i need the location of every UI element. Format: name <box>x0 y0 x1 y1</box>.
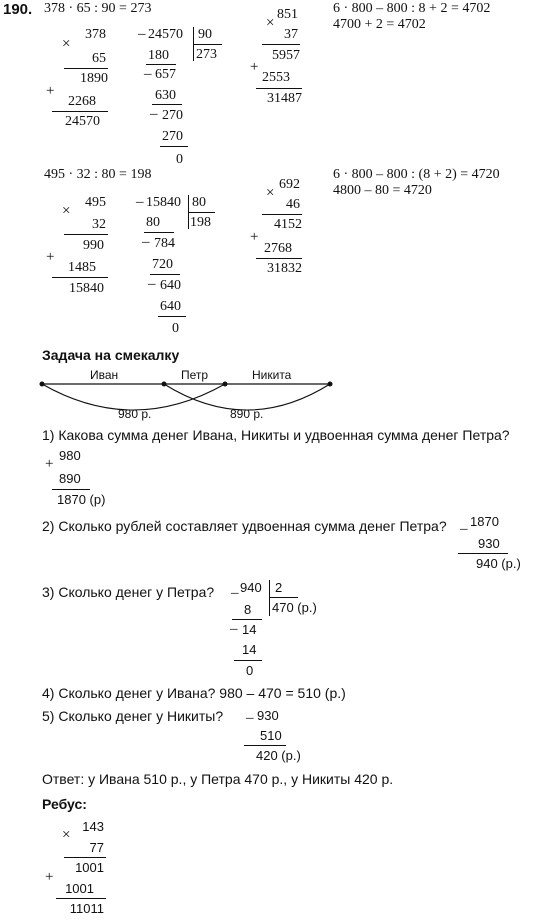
rule <box>234 660 262 661</box>
q5-a: 930 <box>257 708 279 723</box>
question-3: 3) Сколько денег у Петра? <box>42 584 215 600</box>
rule <box>270 597 298 598</box>
amount-petr-nikita: 890 р. <box>230 407 264 421</box>
c2-p1: 4152 <box>274 217 302 232</box>
d2-s1: 80 <box>146 215 160 230</box>
rule <box>52 489 90 490</box>
c1-a: 851 <box>277 7 298 22</box>
d1-r2: 270 <box>162 108 183 123</box>
name-petr: Петр <box>181 368 209 382</box>
d1-s1: 180 <box>148 48 169 63</box>
m1-p1: 1890 <box>80 71 108 86</box>
minus-sign: _ <box>138 21 146 37</box>
m2-p1: 990 <box>83 238 104 253</box>
task-title: Задача на смекалку <box>42 347 180 363</box>
q5-result: 420 (р.) <box>256 748 301 763</box>
minus-sign: _ <box>231 580 239 596</box>
question-5: 5) Сколько денег у Никиты? <box>42 708 224 724</box>
q1-result: 1870 (р) <box>57 492 106 507</box>
q3-divisor: 2 <box>275 580 283 595</box>
m1-p2: 2268 <box>68 94 96 109</box>
rule <box>56 898 106 899</box>
d1-r1: 657 <box>155 67 176 82</box>
minus-sign: _ <box>230 616 238 632</box>
d2-quotient: 198 <box>190 215 211 230</box>
m2-result: 15840 <box>69 281 104 296</box>
times-sign: × <box>62 36 71 52</box>
q3-s2: 14 <box>242 642 257 657</box>
rebus-p1: 1001 <box>75 860 104 875</box>
times-sign: × <box>62 203 71 219</box>
d2-r1: 784 <box>154 236 175 251</box>
block2-expr2: 4800 – 80 = 4720 <box>333 183 432 198</box>
times-sign: × <box>266 15 275 31</box>
d2-s2: 720 <box>152 257 173 272</box>
c2-b: 46 <box>286 197 300 212</box>
question-4: 4) Сколько денег у Ивана? 980 – 470 = 510 (р.) <box>42 685 346 701</box>
c1-result: 31487 <box>267 91 302 106</box>
block1-header: 378 · 65 : 90 = 273 <box>44 1 152 16</box>
q2-b: 930 <box>478 536 500 551</box>
amount-ivan-petr: 980 р. <box>118 407 152 421</box>
block2-header: 495 · 32 : 80 = 198 <box>44 167 152 182</box>
q3-dividend: 940 <box>240 580 262 595</box>
m2-p2: 1485 <box>68 260 96 275</box>
d2-dividend: 15840 <box>146 195 181 210</box>
rebus-result: 11011 <box>69 901 104 916</box>
plus-sign: + <box>45 869 54 885</box>
rule <box>64 857 106 858</box>
d1-divisor: 90 <box>198 27 212 42</box>
c1-p1: 5957 <box>272 48 300 63</box>
q3-r1: 14 <box>242 622 257 637</box>
minus-sign: _ <box>148 271 156 287</box>
plus-sign: + <box>250 229 259 245</box>
q2-a: 1870 <box>470 514 499 529</box>
minus-sign: _ <box>136 189 144 205</box>
rebus-b: 77 <box>89 840 104 855</box>
q1-a: 980 <box>59 448 81 463</box>
d1-s2: 630 <box>155 88 176 103</box>
d2-divisor: 80 <box>192 195 206 210</box>
block1-expr1: 6 · 800 – 800 : 8 + 2 = 4702 <box>333 1 491 16</box>
q2-result: 940 (р.) <box>476 556 521 571</box>
d1-dividend: 24570 <box>148 27 183 42</box>
rebus-a: 143 <box>82 819 104 834</box>
times-sign: × <box>266 185 275 201</box>
c1-p2: 2553 <box>262 70 290 85</box>
problem-number: 190. <box>3 1 33 18</box>
rebus-title: Ребус: <box>42 796 87 812</box>
q3-quotient: 470 (р.) <box>272 600 317 615</box>
c2-a: 692 <box>279 177 300 192</box>
d2-r2: 640 <box>160 278 181 293</box>
plus-sign: + <box>250 59 259 75</box>
answer: Ответ: у Ивана 510 р., у Петра 470 р., у Никиты 420 р. <box>42 771 394 787</box>
d2-s3: 640 <box>160 299 181 314</box>
q3-s1: 8 <box>244 602 252 617</box>
q5-b: 510 <box>260 728 282 743</box>
c2-result: 31832 <box>267 261 302 276</box>
m2-a: 495 <box>85 195 106 210</box>
block2-expr1: 6 · 800 – 800 : (8 + 2) = 4720 <box>333 167 500 182</box>
d1-rem: 0 <box>176 152 183 167</box>
times-sign: × <box>62 827 71 843</box>
rule <box>244 745 286 746</box>
block1-expr2: 4700 + 2 = 4702 <box>333 17 426 32</box>
d1-quotient: 273 <box>196 47 217 62</box>
name-nikita: Никита <box>252 368 292 382</box>
minus-sign: _ <box>142 229 150 245</box>
c2-p2: 2768 <box>264 241 292 256</box>
d2-rem: 0 <box>172 321 179 336</box>
minus-sign: _ <box>460 516 468 532</box>
question-1: 1) Какова сумма денег Ивана, Никиты и удвоенная сумма денег Петра? <box>42 427 510 443</box>
rule <box>458 553 508 554</box>
m1-result: 24570 <box>65 114 100 129</box>
question-2: 2) Сколько рублей составляет удвоенная сумма денег Петра? <box>42 518 447 534</box>
minus-sign: _ <box>150 101 158 117</box>
name-ivan: Иван <box>90 368 119 382</box>
m2-b: 32 <box>92 217 106 232</box>
m1-b: 65 <box>92 51 106 66</box>
minus-sign: _ <box>144 61 152 77</box>
d1-s3: 270 <box>162 129 183 144</box>
rebus-p2: 1001 <box>65 881 94 896</box>
plus-sign: + <box>46 249 55 265</box>
c1-b: 37 <box>284 27 298 42</box>
minus-sign: _ <box>246 705 254 721</box>
m1-a: 378 <box>85 27 106 42</box>
q3-rem: 0 <box>246 663 254 678</box>
plus-sign: + <box>46 83 55 99</box>
division-bar <box>269 580 270 616</box>
q1-b: 890 <box>59 471 81 486</box>
plus-sign: + <box>45 456 54 472</box>
